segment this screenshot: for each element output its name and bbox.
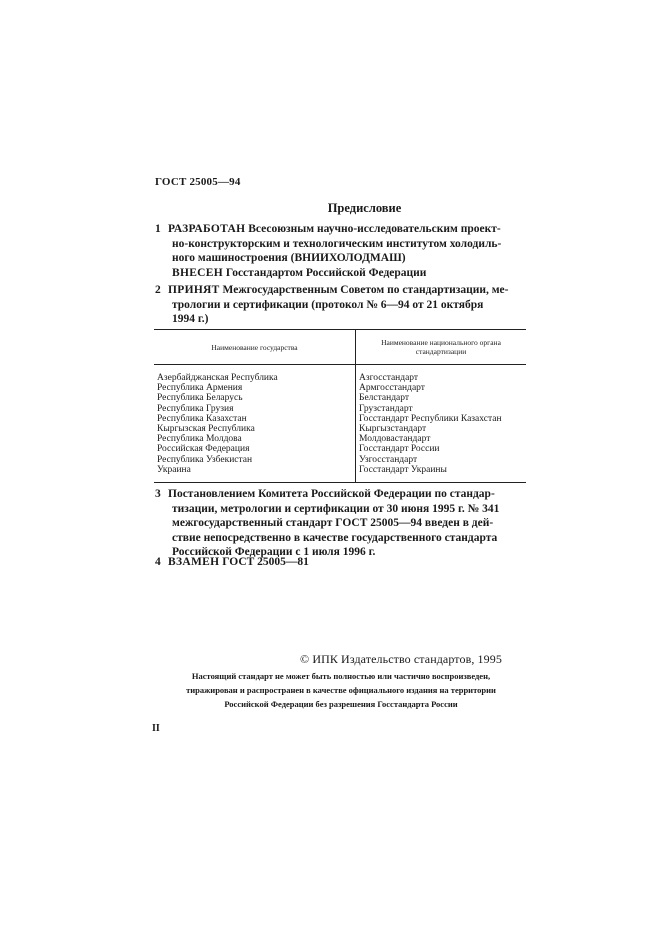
item-lead: РАЗРАБОТАН [168,223,246,235]
page-title: Предисловие [327,201,402,215]
item-number: 3 [155,488,161,500]
item-line [155,298,525,313]
standards-body-name: Азгосстандарт [359,373,419,383]
standards-body-name: Госстандарт Республики Казахстан [359,413,502,424]
standards-body-name: Белстандарт [359,393,410,404]
item-line [155,516,525,531]
item-lead: ПРИНЯТ [168,284,220,296]
item-line [155,222,525,237]
item-text: Российской Федерации с 1 июля 1996 г. [172,546,376,558]
item-lead: ВНЕСЕН [172,266,224,279]
standards-body-name: Госстандарт Украины [359,464,447,475]
foreword-item-2 [155,283,525,327]
state-name: Украина [157,464,191,475]
item-text: межгосударственный стандарт ГОСТ 25005—94 введен в дей- [172,517,494,529]
standards-body-name: Госстандарт России [359,444,440,455]
state-name: Азербайджанская Республика [157,373,278,383]
standards-body-name: Грузстандарт [359,403,413,414]
item-text: Всесоюзным научно-исследовательским проект- [245,223,501,235]
item-line [155,283,525,298]
column-header-standards-body: Наименование национального органа стандартизации [356,330,527,365]
item-text: тизации, метрологии и сертификации от 30 июня 1995 г. № 341 [172,502,500,515]
item-number: 2 [155,284,161,296]
item-line [155,266,525,281]
item-text: ствие непосредственно в качестве государственного стандарта [172,531,498,544]
item-text: Межгосударственным Советом по стандартизации, ме- [219,284,509,296]
foreword-item-4 [155,555,525,570]
table-header-row [154,330,526,365]
state-name: Кыргызская Республика [157,424,255,435]
item-text: 1994 г.) [172,313,209,325]
item-lead: ВЗАМЕН [168,556,220,568]
states-column [154,365,356,483]
standards-body-name: Узгосстандарт [359,454,418,465]
item-line [155,251,525,266]
item-text: но-конструкторским и технологическим институтом холодиль- [172,237,502,250]
standards-body-name: Молдовастандарт [359,434,431,445]
table-body-row [154,365,526,483]
foreword-item-3 [155,487,525,560]
state-name: Республика Грузия [157,403,234,414]
item-text: Госстандартом Российской Федерации [223,266,427,279]
copyright-line: © ИПК Издательство стандартов, 1995 [300,652,502,666]
item-line [155,502,525,517]
page-number: II [152,723,160,734]
item-text: ГОСТ 25005—81 [219,556,309,568]
foreword-item-1 [155,222,525,280]
column-header-state: Наименование государства [154,330,356,365]
notice-line: тиражирован и распространен в качестве официального издания на территории [186,685,496,695]
item-line [155,312,525,327]
state-name: Республика Казахстан [157,413,247,424]
reproduction-notice [155,669,527,711]
item-line [155,237,525,252]
item-text: Постановлением Комитета Российской Федерации по стандар- [168,488,495,500]
state-name: Республика Беларусь [157,393,243,404]
item-line [155,487,525,502]
standards-body-name: Армгосстандарт [359,383,425,394]
state-name: Республика Армения [157,383,243,394]
item-line [155,555,525,570]
standards-bodies-column [356,365,527,483]
item-line [155,531,525,546]
state-name: Республика Узбекистан [157,454,253,465]
state-name: Российская Федерация [157,444,250,455]
notice-line: Российской Федерации без разрешения Госстандарта России [224,699,458,709]
item-text: трологии и сертификации (протокол № 6—94 от 21 октября [172,298,484,311]
document-id: ГОСТ 25005—94 [155,176,241,188]
notice-line: Настоящий стандарт не может быть полностью или частично воспроизведен, [191,671,491,681]
member-states-table [154,329,526,483]
state-name: Республика Молдова [157,434,242,445]
item-number: 4 [155,556,161,568]
standards-body-name: Кыргызстандарт [359,424,427,435]
item-text: ного машиностроения (ВНИИХОЛОДМАШ) [172,252,406,264]
item-number: 1 [155,223,161,235]
